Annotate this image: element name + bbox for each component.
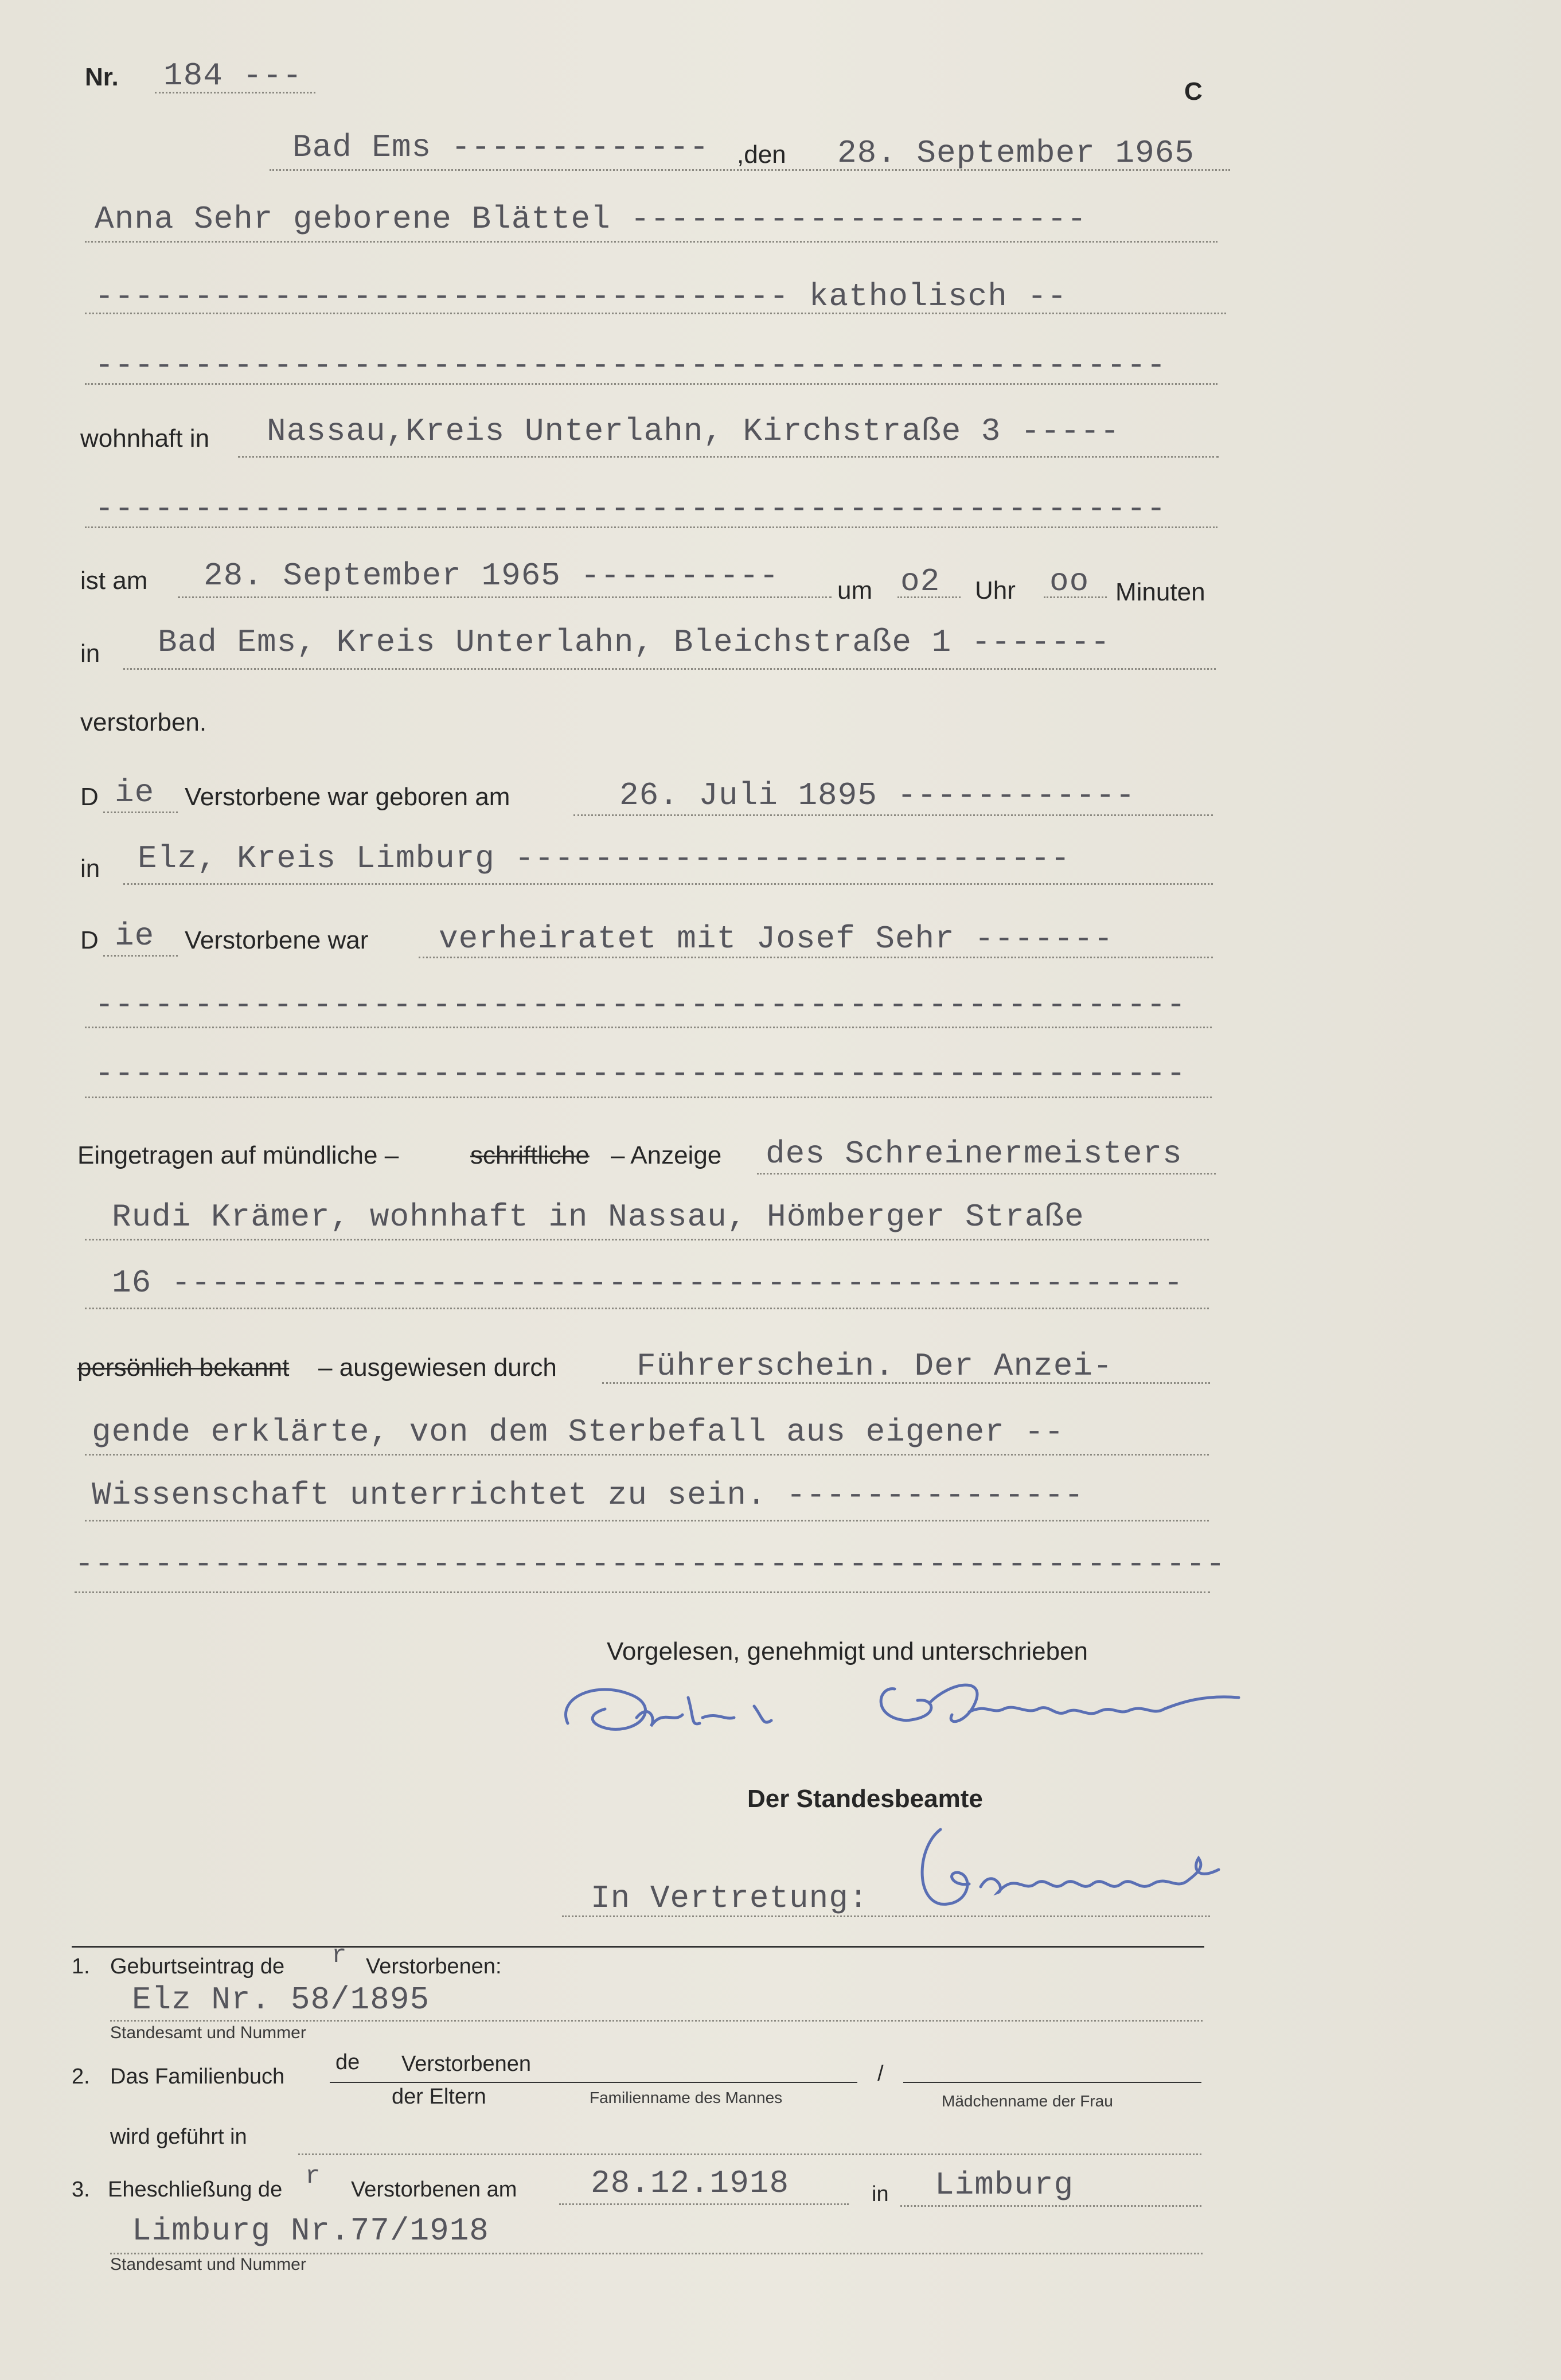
section-divider xyxy=(72,1946,1204,1948)
dotted-line xyxy=(85,1454,1209,1456)
dotted-line xyxy=(75,1591,1210,1593)
minuten-label: Minuten xyxy=(1115,578,1205,606)
dotted-line xyxy=(85,383,1217,385)
family-book-label: Das Familienbuch xyxy=(110,2065,285,2089)
identification-value-4: ---------------------------------------------------------- xyxy=(75,1546,1226,1582)
report-value-2: Rudi Krämer, wohnhaft in Nassau, Hömberger Straße xyxy=(112,1199,1084,1235)
marriage-place: Limburg xyxy=(935,2167,1074,2203)
birth-entry-value: Elz Nr. 58/1895 xyxy=(132,1981,430,2018)
dotted-line xyxy=(178,596,832,598)
dotted-line xyxy=(559,2203,849,2205)
marriage-label-b: Verstorbenen am xyxy=(351,2178,517,2202)
marriage-office: Limburg Nr.77/1918 xyxy=(132,2213,489,2249)
footnote-number-2: 2. xyxy=(72,2065,90,2089)
date-value: 28. September 1965 xyxy=(837,135,1195,171)
birth-entry-label-b: Verstorbenen: xyxy=(366,1954,502,1979)
report-value-1: des Schreinermeisters xyxy=(766,1136,1183,1172)
husband-caption: Familienname des Mannes xyxy=(590,2089,783,2106)
fraction-line xyxy=(903,2082,1201,2083)
place-value: Bad Ems ------------- xyxy=(292,129,709,166)
in-label: in xyxy=(80,855,100,883)
informant-signature xyxy=(551,1663,1325,1761)
kept-in-label: wird geführt in xyxy=(110,2125,247,2149)
marital-filler-1: ------------------------------------------------------- xyxy=(95,986,1187,1023)
footnote-number-1: 1. xyxy=(72,1954,90,1979)
nr-value: 184 --- xyxy=(163,57,303,94)
death-minutes: oo xyxy=(1049,563,1090,600)
death-place: Bad Ems, Kreis Unterlahn, Bleichstraße 1 ------- xyxy=(158,624,1111,661)
verstorbenen-label: Verstorbenen xyxy=(401,2052,532,2076)
dotted-line xyxy=(298,2153,1201,2155)
religion-line: ----------------------------------- katholisch -- xyxy=(95,278,1067,315)
identification-value-1: Führerschein. Der Anzei- xyxy=(637,1348,1113,1384)
uhr-label: Uhr xyxy=(975,576,1016,604)
dotted-line xyxy=(85,1027,1212,1028)
ist-am-label: ist am xyxy=(80,567,148,595)
dotted-line xyxy=(897,596,961,598)
dotted-line xyxy=(123,668,1216,670)
dotted-line xyxy=(900,2205,1201,2207)
birth-date: 26. Juli 1895 ------------ xyxy=(619,777,1135,814)
marriage-date: 28.12.1918 xyxy=(591,2165,790,2202)
corner-letter: C xyxy=(1184,77,1203,106)
dotted-line xyxy=(1044,596,1107,598)
birth-entry-sup: r xyxy=(331,1941,347,1970)
deceased-name: Anna Sehr geborene Blättel ----------------------- xyxy=(95,201,1087,237)
maiden-caption: Mädchenname der Frau xyxy=(942,2092,1113,2110)
dotted-line xyxy=(85,1239,1209,1240)
death-date: 28. September 1965 ---------- xyxy=(204,557,779,594)
dotted-line xyxy=(110,2253,1203,2254)
birth-label: Verstorbene war geboren am xyxy=(185,783,510,811)
dotted-line xyxy=(85,526,1217,528)
residence-label: wohnhaft in xyxy=(80,424,210,452)
deputy-label: In Vertretung: xyxy=(591,1880,869,1917)
dotted-line xyxy=(85,1520,1209,1521)
residence-filler: ------------------------------------------------------ xyxy=(95,490,1166,527)
slash: / xyxy=(877,2062,884,2086)
dotted-line xyxy=(238,456,1219,458)
footnote-number-3: 3. xyxy=(72,2178,90,2202)
report-label-b: – Anzeige xyxy=(611,1141,722,1169)
dotted-line xyxy=(103,955,178,957)
office-caption: Standesamt und Nummer xyxy=(110,2023,306,2042)
dotted-line xyxy=(85,1097,1212,1098)
dotted-line xyxy=(573,814,1213,816)
fraction-line xyxy=(330,2082,857,2083)
report-value-3: 16 --------------------------------------------------- xyxy=(112,1265,1184,1301)
death-hour: o2 xyxy=(900,563,940,600)
dotted-line xyxy=(757,1173,1216,1175)
in-label: in xyxy=(80,639,100,668)
identification-label: – ausgewiesen durch xyxy=(318,1353,557,1382)
d-fill: ie xyxy=(115,918,155,954)
identification-value-3: Wissenschaft unterrichtet zu sein. --------------- xyxy=(92,1477,1084,1513)
marriage-sup: r xyxy=(305,2162,321,2191)
read-approved-text: Vorgelesen, genehmigt und unterschrieben xyxy=(607,1637,1088,1665)
birth-place: Elz, Kreis Limburg ---------------------------- xyxy=(138,840,1071,877)
um-label: um xyxy=(837,576,873,604)
nr-label: Nr. xyxy=(85,63,119,91)
dotted-line xyxy=(155,92,315,93)
dotted-line xyxy=(123,883,1213,885)
registrar-signature xyxy=(906,1812,1250,1927)
dotted-line xyxy=(419,957,1213,958)
dotted-line xyxy=(110,2020,1203,2022)
marital-value: verheiratet mit Josef Sehr ------- xyxy=(439,920,1114,957)
marriage-in-label: in xyxy=(872,2182,889,2206)
dotted-line xyxy=(270,169,1230,171)
dotted-line xyxy=(85,241,1217,243)
dotted-line xyxy=(85,1308,1209,1309)
den-label: ,den xyxy=(737,141,786,169)
dotted-line xyxy=(103,811,178,813)
registrar-label: Der Standesbeamte xyxy=(747,1785,983,1813)
birth-entry-label-a: Geburtseintrag de xyxy=(110,1954,285,1979)
d-label: D xyxy=(80,783,99,811)
residence-value: Nassau,Kreis Unterlahn, Kirchstraße 3 ----- xyxy=(267,413,1121,450)
identification-value-2: gende erklärte, von dem Sterbefall aus eigener -- xyxy=(92,1414,1064,1450)
marital-label: Verstorbene war xyxy=(185,926,369,954)
marriage-label-a: Eheschließung de xyxy=(108,2178,283,2202)
office-caption-2: Standesamt und Nummer xyxy=(110,2255,306,2274)
report-label-a: Eingetragen auf mündliche – xyxy=(77,1141,399,1169)
de-fill: de xyxy=(335,2050,360,2074)
filler-line: ------------------------------------------------------ xyxy=(95,347,1166,384)
dotted-line xyxy=(85,313,1226,314)
d-fill: ie xyxy=(115,774,155,811)
der-eltern-label: der Eltern xyxy=(392,2085,486,2109)
report-label-struck: schriftliche xyxy=(470,1141,590,1169)
d-label: D xyxy=(80,926,99,954)
marital-filler-2: ------------------------------------------------------- xyxy=(95,1055,1187,1092)
identification-struck: persönlich bekannt xyxy=(77,1353,290,1382)
dotted-line xyxy=(602,1382,1210,1384)
verstorben-label: verstorben. xyxy=(80,708,207,736)
